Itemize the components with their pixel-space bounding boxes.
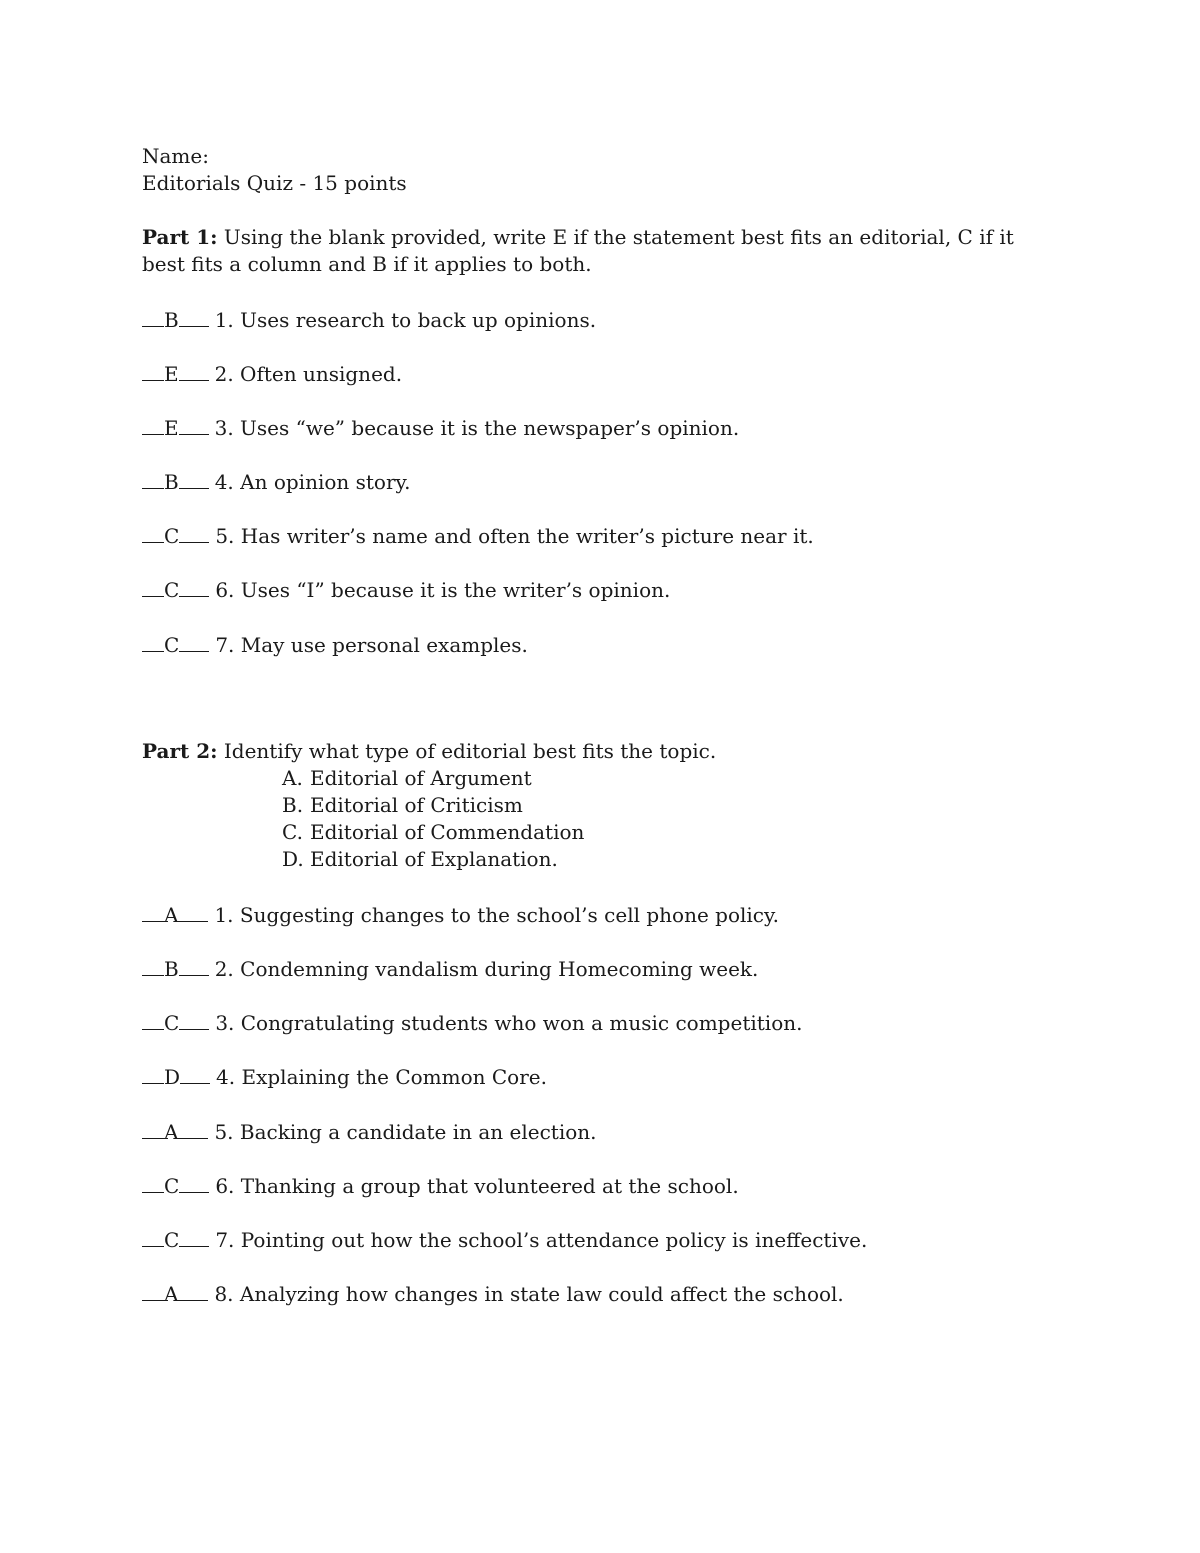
answer-value: E xyxy=(164,362,179,386)
part2-item xyxy=(142,1118,597,1146)
editorial-type-option xyxy=(282,846,558,873)
part2-item xyxy=(142,1280,844,1308)
answer-blank xyxy=(179,1009,209,1030)
answer-blank xyxy=(142,901,164,922)
part1-label: Part 1: xyxy=(142,225,218,249)
part1-item xyxy=(142,468,411,496)
option-text: Editorial of Commendation xyxy=(310,820,585,844)
part1-item xyxy=(142,522,814,550)
answer-value: D xyxy=(164,1065,181,1089)
answer-blank xyxy=(142,1063,164,1084)
part2-instructions-text: Identify what type of editorial best fits the topic. xyxy=(223,739,717,763)
answer-value: C xyxy=(164,524,180,548)
part1-item xyxy=(142,631,528,659)
item-text: 2. Condemning vandalism during Homecoming week. xyxy=(214,957,759,981)
item-text: 5. Has writer’s name and often the writer’s picture near it. xyxy=(215,524,814,548)
item-text: 3. Congratulating students who won a music competition. xyxy=(215,1011,803,1035)
item-text: 1. Uses research to back up opinions. xyxy=(214,308,597,332)
part2-item xyxy=(142,1226,867,1254)
answer-blank xyxy=(179,576,209,597)
answer-blank xyxy=(142,1172,164,1193)
answer-blank xyxy=(142,468,164,489)
answer-blank xyxy=(178,1118,208,1139)
name-label: Name: xyxy=(142,144,209,168)
part1-instructions-text: Using the blank provided, write E if the statement best fits an editorial, C if it best fits a column and B if it applies to both. xyxy=(142,225,1014,276)
option-letter: D. xyxy=(282,847,304,871)
answer-value: C xyxy=(164,1011,180,1035)
part1-instructions xyxy=(142,224,1062,278)
option-letter: A. xyxy=(282,766,303,790)
item-text: 4. An opinion story. xyxy=(214,470,411,494)
answer-blank xyxy=(142,414,164,435)
answer-blank xyxy=(179,414,209,435)
answer-value: C xyxy=(164,578,180,602)
answer-blank xyxy=(142,360,164,381)
answer-blank xyxy=(142,631,164,652)
answer-blank xyxy=(179,1226,209,1247)
part1-item xyxy=(142,360,402,388)
option-letter: C. xyxy=(282,820,303,844)
answer-blank xyxy=(142,1280,164,1301)
part2-item xyxy=(142,1172,739,1200)
item-text: 6. Uses “I” because it is the writer’s opinion. xyxy=(215,578,671,602)
item-text: 7. Pointing out how the school’s attendance policy is ineffective. xyxy=(215,1228,868,1252)
item-text: 1. Suggesting changes to the school’s cell phone policy. xyxy=(214,903,779,927)
part2-item xyxy=(142,1063,547,1091)
editorial-type-option xyxy=(282,819,584,846)
editorial-type-option xyxy=(282,792,523,819)
part2-item xyxy=(142,955,758,983)
answer-blank xyxy=(179,1172,209,1193)
part2-item xyxy=(142,901,779,929)
answer-blank xyxy=(179,360,209,381)
answer-value: E xyxy=(164,416,179,440)
answer-blank xyxy=(178,1280,208,1301)
answer-value: A xyxy=(164,1282,179,1306)
answer-blank xyxy=(142,306,164,327)
part1-item xyxy=(142,414,739,442)
answer-blank xyxy=(179,955,209,976)
item-text: 4. Explaining the Common Core. xyxy=(216,1065,547,1089)
item-text: 6. Thanking a group that volunteered at the school. xyxy=(215,1174,739,1198)
part1-item xyxy=(142,306,596,334)
answer-blank xyxy=(142,522,164,543)
answer-blank xyxy=(142,1118,164,1139)
answer-value: B xyxy=(164,308,179,332)
answer-blank xyxy=(142,955,164,976)
answer-blank xyxy=(178,901,208,922)
answer-blank xyxy=(142,1226,164,1247)
option-text: Editorial of Explanation. xyxy=(310,847,558,871)
answer-value: A xyxy=(164,903,179,927)
answer-value: C xyxy=(164,1174,180,1198)
part2-instructions xyxy=(142,738,716,765)
item-text: 7. May use personal examples. xyxy=(215,633,528,657)
answer-value: B xyxy=(164,957,179,981)
item-text: 3. Uses “we” because it is the newspaper’s opinion. xyxy=(214,416,740,440)
answer-blank xyxy=(180,1063,210,1084)
part2-item xyxy=(142,1009,802,1037)
part1-item xyxy=(142,576,670,604)
answer-value: A xyxy=(164,1120,179,1144)
editorial-type-option xyxy=(282,765,532,792)
item-text: 2. Often unsigned. xyxy=(214,362,403,386)
answer-blank xyxy=(142,1009,164,1030)
answer-value: C xyxy=(164,633,180,657)
answer-blank xyxy=(179,468,209,489)
part2-label: Part 2: xyxy=(142,739,218,763)
option-text: Editorial of Argument xyxy=(310,766,532,790)
option-letter: B. xyxy=(282,793,304,817)
answer-value: C xyxy=(164,1228,180,1252)
answer-blank xyxy=(142,576,164,597)
quiz-title: Editorials Quiz - 15 points xyxy=(142,171,407,195)
answer-value: B xyxy=(164,470,179,494)
item-text: 5. Backing a candidate in an election. xyxy=(214,1120,597,1144)
item-text: 8. Analyzing how changes in state law could affect the school. xyxy=(214,1282,844,1306)
answer-blank xyxy=(179,522,209,543)
answer-blank xyxy=(179,306,209,327)
answer-blank xyxy=(179,631,209,652)
option-text: Editorial of Criticism xyxy=(310,793,523,817)
